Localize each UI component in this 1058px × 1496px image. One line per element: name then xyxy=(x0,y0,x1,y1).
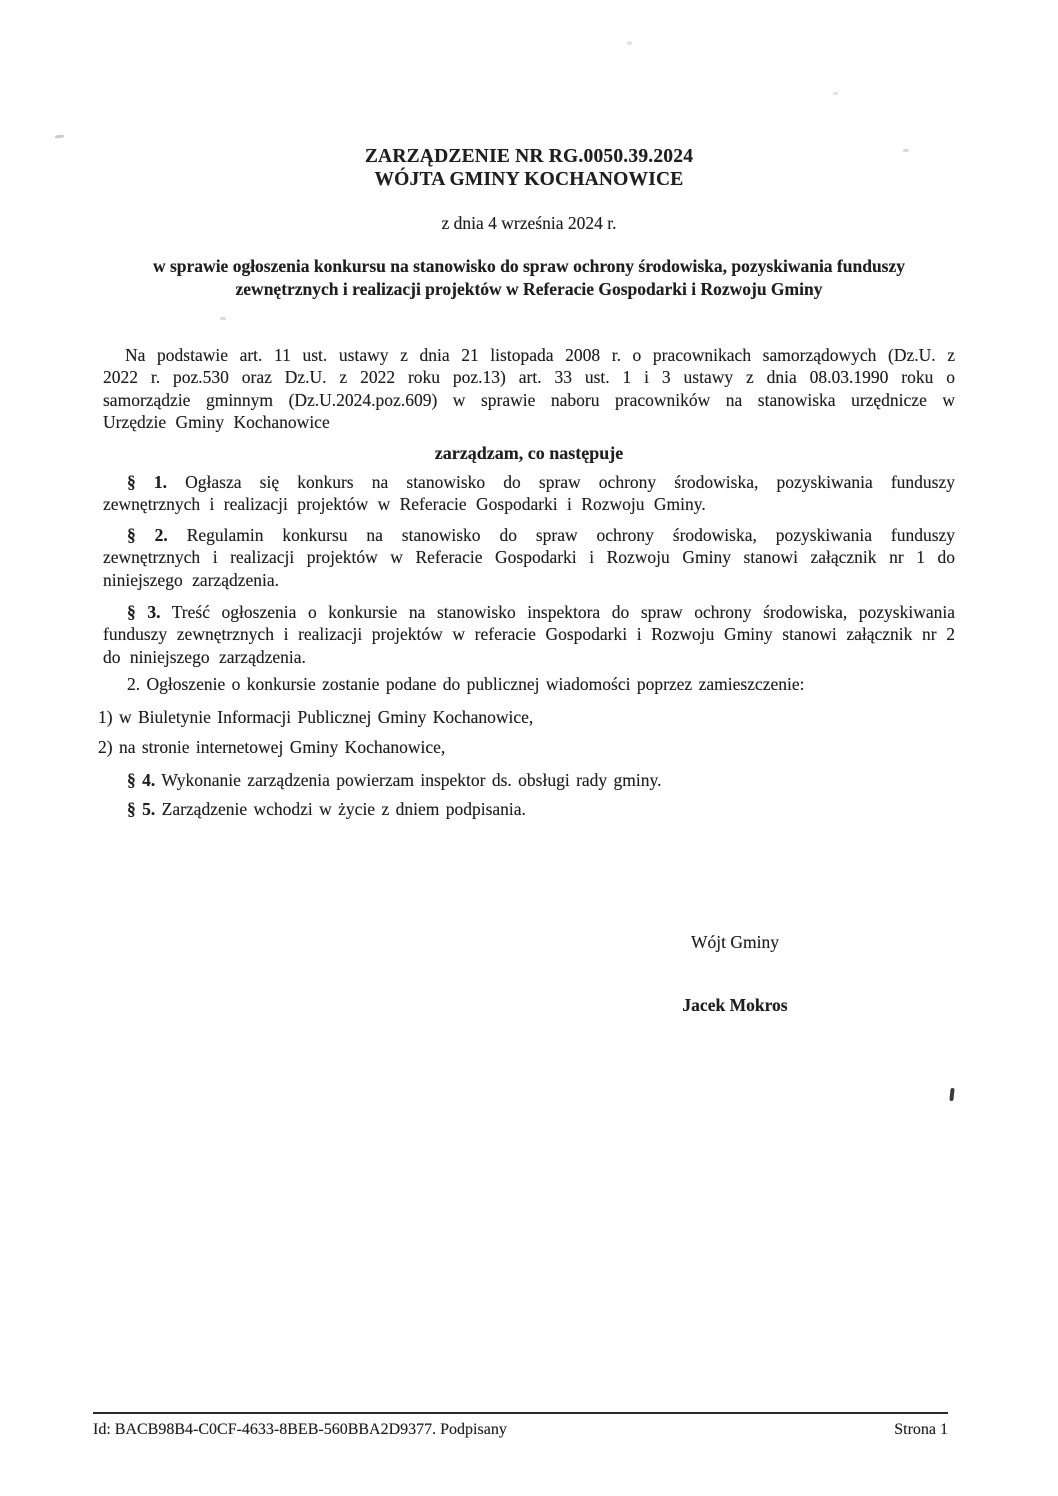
doc-title-line2: WÓJTA GMINY KOCHANOWICE xyxy=(374,169,684,190)
section-5-text: Zarządzenie wchodzi w życie z dniem podpisania. xyxy=(161,799,526,819)
section-2-paragraph xyxy=(103,524,955,591)
section-1-text: Ogłasza się konkurs na stanowisko do spraw ochrony środowiska, pozyskiwania funduszy zewnętrznych i realizacji projektów w Referacie Gospodarki i Rozwoju Gminy. xyxy=(103,472,956,515)
doc-title-line1: ZARZĄDZENIE NR RG.0050.39.2024 xyxy=(364,146,694,167)
signature-name: Jacek Mokros xyxy=(682,995,788,1015)
publication-intro-label: 2. xyxy=(127,674,141,694)
legal-basis-paragraph: Na podstawie art. 11 ust. ustawy z dnia 21 listopada 2008 r. o pracownikach samorządowych (Dz.U. z 2022 r. poz.530 oraz Dz.U. z 2022 roku poz.13) art. 33 ust. 1 i 3 ustawy z dnia 08.03.1990 roku o samorządzie gminnym (Dz.U.2024.poz.609) w sprawie naboru pracowników na stanowiska urzędnicze w Urzędzie Gminy Kochanowice xyxy=(103,345,955,433)
footer-page-number: Strona 1 xyxy=(894,1421,948,1438)
section-3-text: Treść ogłoszenia o konkursie na stanowisko inspektora do spraw ochrony środowiska, pozyskiwania funduszy zewnętrznych i realizacji projektów w referacie Gospodarki i Rozwoju Gminy stanowi załącznik nr 2 do niniejszego zarządzenia. xyxy=(103,602,956,667)
section-4-label: § 4. xyxy=(127,770,156,790)
section-5-label: § 5. xyxy=(127,799,156,819)
publication-list-item-2: 2) na stronie internetowej Gminy Kochanowice, xyxy=(98,737,446,757)
ordain-heading: zarządzam, co następuje xyxy=(434,443,624,463)
publication-list-item-1: 1) w Biuletynie Informacji Publicznej Gminy Kochanowice, xyxy=(98,707,534,727)
section-3-label: § 3. xyxy=(127,602,161,622)
section-2-label: § 2. xyxy=(127,525,168,545)
scan-speck xyxy=(55,134,64,138)
section-1-label: § 1. xyxy=(127,472,168,492)
section-4-paragraph xyxy=(103,769,955,791)
publication-intro-paragraph xyxy=(103,673,955,695)
doc-title xyxy=(103,145,955,191)
footer-document-id: Id: BACB98B4-C0CF-4633-8BEB-560BBA2D9377. Podpisany xyxy=(93,1421,507,1438)
section-1-paragraph xyxy=(103,471,955,516)
signature-role: Wójt Gminy xyxy=(691,932,779,952)
section-4-text: Wykonanie zarządzenia powierzam inspektor ds. obsługi rady gminy. xyxy=(161,770,662,790)
doc-subject: w sprawie ogłoszenia konkursu na stanowisko do spraw ochrony środowiska, pozyskiwania funduszy zewnętrznych i realizacji projektów w Referacie Gospodarki i Rozwoju Gminy xyxy=(152,256,906,299)
publication-intro-text: Ogłoszenie o konkursie zostanie podane do publicznej wiadomości poprzez zamieszczenie: xyxy=(146,674,805,694)
section-3-paragraph xyxy=(103,601,955,668)
section-2-text: Regulamin konkursu na stanowisko do spraw ochrony środowiska, pozyskiwania funduszy zewnętrznych i realizacji projektów w Referacie Gospodarki i Rozwoju Gminy stanowi załącznik nr 1 do niniejszego zarządzenia. xyxy=(103,525,956,590)
page-footer xyxy=(93,1412,948,1440)
doc-date: z dnia 4 września 2024 r. xyxy=(441,213,617,233)
section-5-paragraph xyxy=(103,798,955,820)
